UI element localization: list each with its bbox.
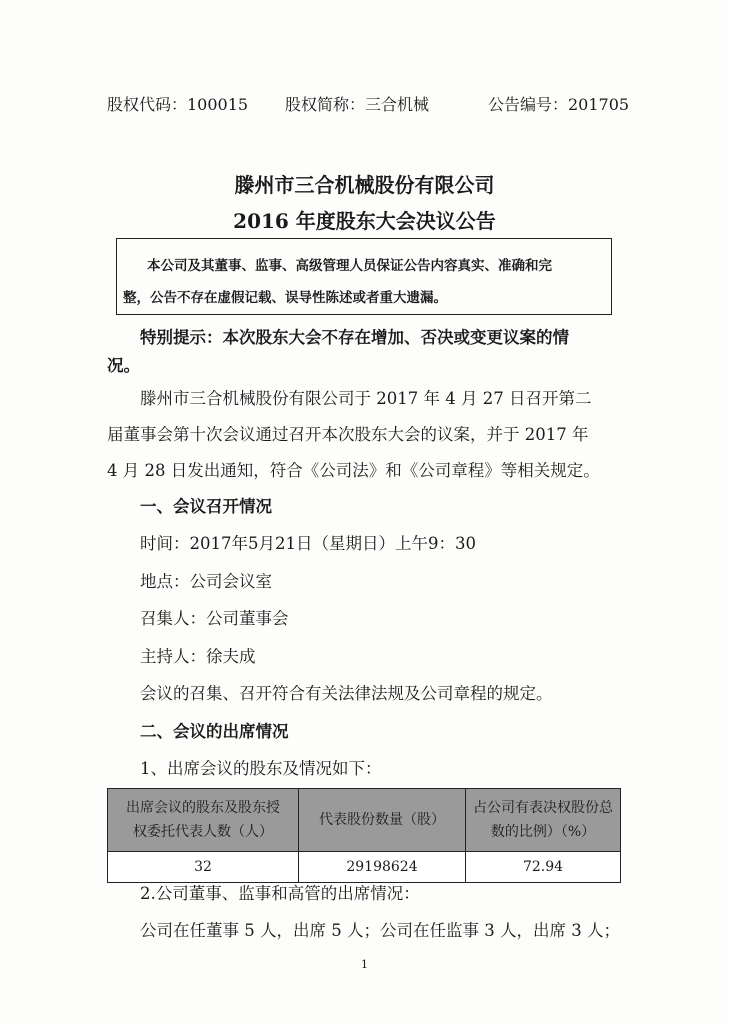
table-row	[108, 852, 621, 883]
table-header-cell	[299, 789, 466, 852]
meeting-place: 地点：公司会议室	[140, 572, 272, 591]
section-2-heading: 二、会议的出席情况	[140, 722, 289, 741]
section-1-heading: 一、会议召开情况	[140, 497, 272, 516]
attendance-table	[107, 788, 621, 883]
company-title: 滕州市三合机械股份有限公司	[234, 173, 495, 197]
header-text: 占公司有表决权股份总	[473, 800, 613, 816]
disclaimer-line-2: 整，公告不存在虚假记载、误导性陈述或者重大遗漏。	[123, 290, 447, 306]
disclaimer-box	[116, 238, 612, 315]
header-text: 权委托代表人数（人）	[133, 824, 273, 840]
table-header-cell	[108, 789, 299, 852]
intro-line-1: 滕州市三合机械股份有限公司于 2017 年 4 月 27 日召开第二	[140, 389, 592, 408]
header-text: 代表股份数量（股）	[319, 812, 445, 828]
attendance-item-1: 1、出席会议的股东及情况如下：	[140, 759, 382, 778]
header-text: 数的比例）（%）	[490, 824, 596, 840]
special-tip-line-2: 况。	[107, 356, 140, 375]
notice-number: 公告编号：201705	[488, 95, 630, 114]
attendance-item-2-detail: 公司在任董事 5 人，出席 5 人；公司在任监事 3 人，出席 3 人；	[140, 921, 620, 940]
table-cell: 72.94	[466, 852, 621, 883]
table-cell: 29198624	[299, 852, 466, 883]
document-title: 2016 年度股东大会决议公告	[233, 209, 496, 233]
intro-line-2: 届董事会第十次会议通过召开本次股东大会的议案，并于 2017 年	[107, 425, 589, 444]
table-header-cell	[466, 789, 621, 852]
table-cell: 32	[108, 852, 299, 883]
disclaimer-line-1: 本公司及其董事、监事、高级管理人员保证公告内容真实、准确和完	[147, 258, 552, 274]
attendance-item-2: 2.公司董事、监事和高管的出席情况：	[140, 884, 420, 903]
page-number: 1	[361, 958, 368, 971]
header-text: 出席会议的股东及股东授	[126, 800, 280, 816]
stock-code: 股权代码：100015	[107, 95, 249, 114]
intro-line-3: 4 月 28 日发出通知，符合《公司法》和《公司章程》等相关规定。	[107, 461, 600, 480]
meeting-compliance: 会议的召集、召开符合有关法律法规及公司章程的规定。	[140, 684, 553, 703]
meeting-convener: 召集人：公司董事会	[140, 609, 289, 628]
meeting-host: 主持人：徐夫成	[140, 647, 256, 666]
special-tip-line-1: 特别提示：本次股东大会不存在增加、否决或变更议案的情	[140, 328, 569, 347]
table-header-row	[108, 789, 621, 852]
meeting-time: 时间：2017年5月21日（星期日）上午9：30	[140, 534, 476, 553]
stock-abbreviation: 股权简称：三合机械	[285, 95, 430, 114]
